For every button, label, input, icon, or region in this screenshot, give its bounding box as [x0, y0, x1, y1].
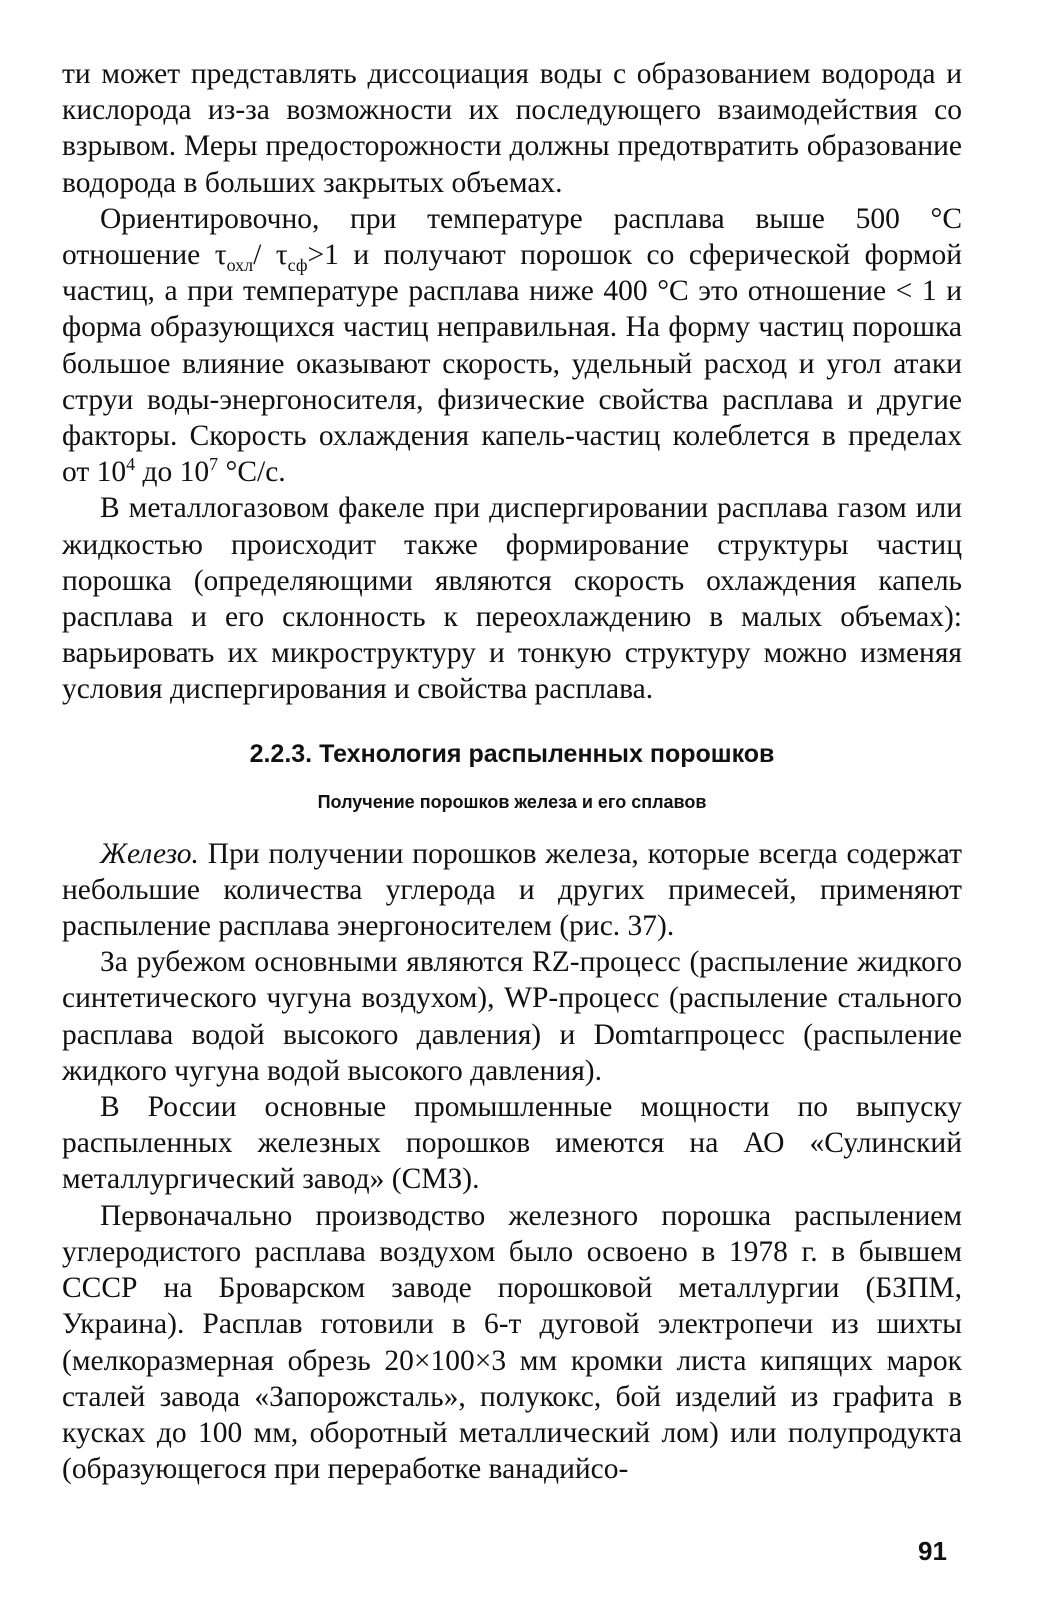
text-run: / τ: [253, 239, 288, 272]
page-number: 91: [918, 1536, 947, 1566]
subscript: охл: [226, 254, 254, 275]
section-heading: 2.2.3. Технология распыленных порошков: [249, 739, 775, 768]
paragraph-metal-gas-torch: В металлогазовом факеле при диспергировании расплава газом или жидкостью происходит также формирование структуры частиц порошка (определяющими являются скорость охлаждения капель расплава и его склонность к переохлаждению в малых объемах): варьировать их микроструктуру и тонкую структуру можно изменяя условия диспергирования и свойства расплава.: [62, 492, 962, 706]
paragraph-lead-term: Железо.: [100, 837, 199, 870]
superscript: 7: [209, 454, 219, 475]
text-run: до 10: [135, 456, 210, 489]
paragraph-iron: [62, 836, 962, 945]
text-run: При получении порошков железа, которые всегда содержат небольшие количества углерода и других примесей, применяют распыление расплава энергоносителем (рис. 37).: [62, 837, 962, 943]
text-run: >1 и получают порошок со сферической формой частиц, а при температуре расплава ниже 400 °С это отношение < 1 и форма образующихся частиц неправильная. На форму частиц порошка большое влияние оказывают скорость, удельный расход и угол атаки струи воды-энергоносителя, физические свойства расплава и другие факторы. Скорость охлаждения капель-частиц колеблется в пределах от 10: [62, 239, 962, 489]
paragraph-temperature-ratio: [62, 201, 962, 491]
page-content: [62, 56, 962, 1487]
paragraph-continuation: ти может представлять диссоциация воды с образованием водорода и кислорода из-за возможности их последующего взаимодействия со взрывом. Меры предосторожности должны предотвратить образование водорода в больших закрытых объемах.: [62, 58, 962, 199]
paragraph-history: Первоначально производство железного порошка распылением углеродистого расплава воздухом было освоено в 1978 г. в бывшем СССР на Броварском заводе порошковой металлургии (БЗПМ, Украина). Расплав готовили в 6-т дуговой электропечи из шихты (мелкоразмерная обрезь 20×100×3 мм кромки листа кипящих марок сталей завода «Запорожсталь», полукокс, бой изделий из графита в кусках до 100 мм, оборотный металлический лом) или полупродукта (образующегося при переработке ванадийсо-: [62, 1199, 962, 1486]
paragraph-foreign-processes: За рубежом основными являются RZ-процесс (распыление жидкого синтетического чугуна воздухом), WP-процесс (распыление стального расплава водой высокого давления) и Domtarпроцесс (распыление жидкого чугуна водой высокого давления).: [62, 946, 962, 1087]
paragraph-russia: В России основные промышленные мощности по выпуску распыленных железных порошков имеются на АО «Сулинский металлургический завод» (СМЗ).: [62, 1091, 962, 1196]
text-run: °С/с.: [218, 456, 286, 489]
superscript: 4: [126, 454, 136, 475]
subscript: сф: [287, 254, 308, 275]
subsection-heading: Получение порошков железа и его сплавов: [317, 791, 707, 812]
text-run: Ориентировочно, при температуре расплава выше 500 °С отношение τ: [62, 202, 962, 272]
